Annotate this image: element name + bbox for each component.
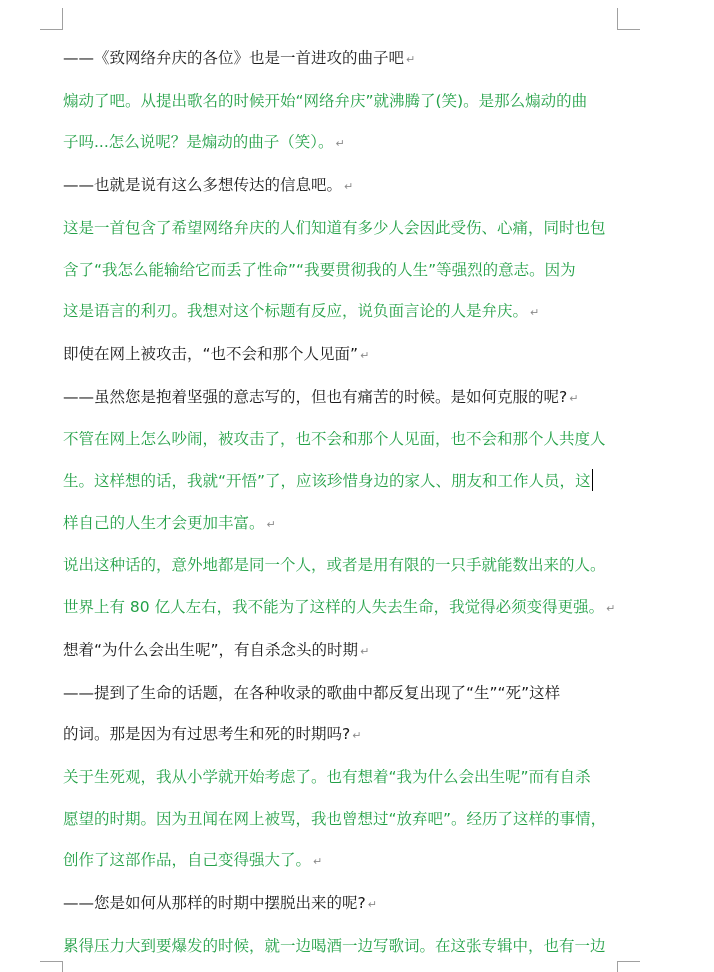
crop-mark-top-right-h [617, 29, 640, 30]
text-line: 世界上有 80 亿人左右，我不能为了这样的人失去生命，我觉得必须变得更强。 ↵ [63, 598, 616, 617]
paragraph-mark-icon: ↵ [352, 729, 362, 743]
question-paragraph [63, 673, 623, 757]
paragraph-mark-icon: ↵ [266, 517, 276, 531]
question-paragraph [63, 883, 623, 926]
question-paragraph [63, 377, 623, 420]
text-line: 这是语言的利刃。我想对这个标题有反应，说负面言论的人是弁庆。 ↵ [63, 302, 540, 321]
paragraph-mark-icon: ↵ [606, 602, 616, 616]
text-line: 煽动了吧。从提出歌名的时候开始“网络弁庆”就沸腾了(笑)。是那么煽动的曲 [63, 91, 588, 110]
text-line: ——您是如何从那样的时期中摆脱出来的呢? ↵ [63, 894, 377, 913]
document-body[interactable] [63, 38, 623, 967]
text-line: 想着“为什么会出生呢”，有自杀念头的时期 ↵ [63, 640, 370, 659]
text-line: 含了“我怎么能输给它而丢了性命”“我要贯彻我的人生”等强烈的意志。因为 [63, 260, 576, 279]
text-line: 累得压力大到要爆发的时候，就一边喝酒一边写歌词。在这张专辑中，也有一边 [63, 936, 606, 955]
text-line: 说出这种话的，意外地都是同一个人，或者是用有限的一只手就能数出来的人。 [63, 556, 606, 575]
text-line: 关于生死观，我从小学就开始考虑了。也有想着“我为什么会出生呢”而有自杀 [63, 767, 591, 786]
answer-paragraph [63, 81, 623, 165]
answer-paragraph [63, 419, 623, 545]
text-line: 子吗...怎么说呢？是煽动的曲子（笑）。 ↵ [63, 133, 345, 152]
text-line: 不管在网上怎么吵闹，被攻击了，也不会和那个人见面，也不会和那个人共度人 [63, 430, 606, 449]
crop-mark-top-left-h [40, 29, 63, 30]
paragraph-mark-icon: ↵ [360, 644, 370, 658]
paragraph-mark-icon: ↵ [530, 306, 540, 320]
text-line: ——虽然您是抱着坚强的意志写的，但也有痛苦的时候。是如何克服的呢? ↵ [63, 387, 579, 406]
text-line: ——也就是说有这么多想传达的信息吧。 ↵ [63, 176, 354, 195]
paragraph-mark-icon: ↵ [367, 898, 377, 912]
text-line: 即使在网上被攻击，“也不会和那个人见面” ↵ [63, 344, 370, 363]
text-line: 的词。那是因为有过思考生和死的时期吗? ↵ [63, 725, 362, 744]
question-paragraph [63, 165, 623, 208]
crop-mark-bottom-left-h [40, 961, 63, 962]
text-line: 生。这样想的话，我就“开悟”了，应该珍惜身边的家人、朋友和工作人员，这 [63, 461, 623, 503]
answer-paragraph [63, 208, 623, 334]
paragraph-mark-icon: ↵ [360, 348, 370, 362]
answer-paragraph [63, 926, 623, 968]
text-line: ——《致网络弁庆的各位》也是一首进攻的曲子吧 ↵ [63, 49, 416, 67]
answer-paragraph [63, 545, 623, 629]
paragraph-mark-icon: ↵ [406, 53, 416, 66]
crop-mark-top-right-v [617, 8, 618, 30]
question-paragraph [63, 38, 623, 81]
paragraph-mark-icon: ↵ [344, 180, 354, 194]
text-line: 样自己的人生才会更加丰富。 ↵ [63, 513, 276, 532]
text-line: ——提到了生命的话题，在各种收录的歌曲中都反复出现了“生”“死”这样 [63, 683, 561, 702]
question-paragraph [63, 630, 623, 673]
paragraph-mark-icon: ↵ [313, 855, 323, 869]
paragraph-mark-icon: ↵ [335, 137, 345, 151]
text-line: 这是一首包含了希望网络弁庆的人们知道有多少人会因此受伤、心痛，同时也包 [63, 218, 606, 237]
question-paragraph [63, 334, 623, 377]
text-cursor [592, 469, 593, 491]
text-line: 愿望的时期。因为丑闻在网上被骂，我也曾想过“放弃吧”。经历了这样的事情， [63, 809, 607, 828]
paragraph-mark-icon: ↵ [569, 391, 579, 405]
text-line: 创作了这部作品，自己变得强大了。 ↵ [63, 851, 323, 870]
crop-mark-top-left-v [62, 8, 63, 30]
answer-paragraph [63, 757, 623, 883]
